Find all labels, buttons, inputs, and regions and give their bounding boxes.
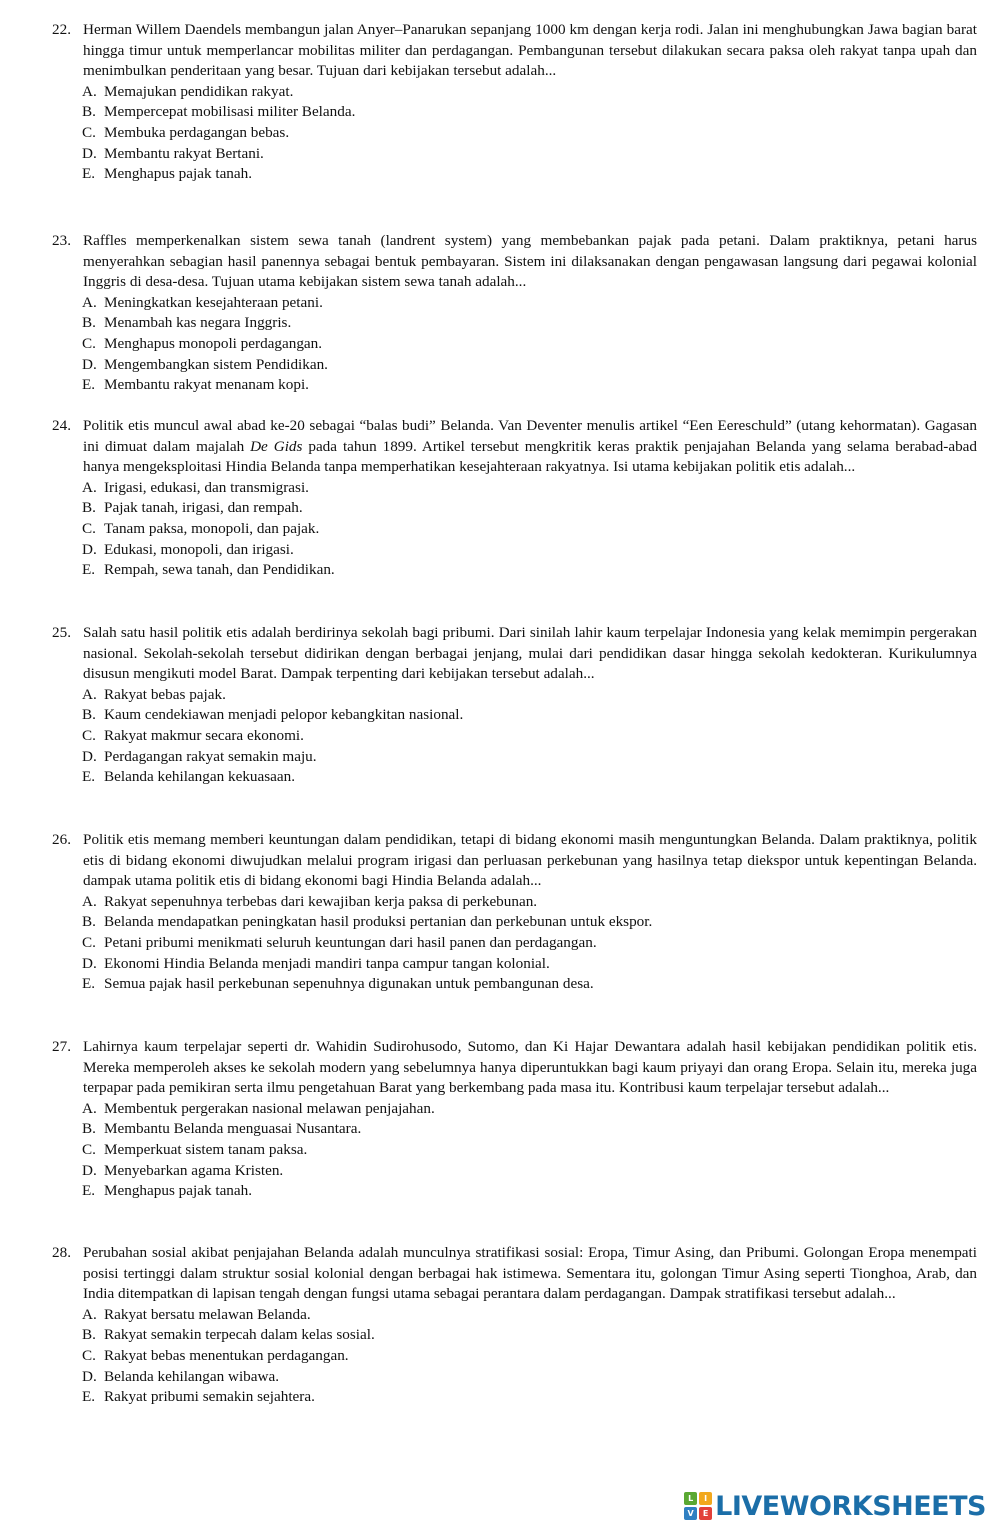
option-letter: B.: [82, 706, 96, 724]
option-d[interactable]: [82, 1367, 977, 1388]
option-b[interactable]: [82, 313, 977, 334]
option-letter: D.: [82, 355, 97, 373]
question-header: [52, 830, 977, 892]
stem-text: Politik etis muncul awal abad ke-20 sebagai “balas budi” Belanda. Van Deventer menulis artikel “Een Eereschuld” (utang kehormatan). Gagasan ini dimuat dalam majalah: [83, 417, 977, 455]
option-e[interactable]: [82, 1181, 977, 1202]
option-b[interactable]: [82, 1119, 977, 1140]
option-text: Ekonomi Hindia Belanda menjadi mandiri tanpa campur tangan kolonial.: [104, 954, 550, 972]
option-c[interactable]: [82, 726, 977, 747]
option-text: Membantu rakyat Bertani.: [104, 144, 264, 162]
option-a[interactable]: [82, 82, 977, 103]
question-header: [52, 20, 977, 82]
question-stem: Salah satu hasil politik etis adalah berdirinya sekolah bagi pribumi. Dari sinilah lahir kaum terpelajar Indonesia yang kelak memimpin pergerakan nasional. Sekolah-sekolah tersebut didirikan dengan berbagai jenjang, mulai dari pendidikan dasar hingga sekolah kedokteran. Kurikulumnya disusun mengikuti model Barat. Dampak terpenting dari kebijakan tersebut adalah...: [83, 624, 977, 683]
question-26: [52, 830, 977, 995]
option-text: Kaum cendekiawan menjadi pelopor kebangkitan nasional.: [104, 706, 464, 724]
question-header: [52, 1243, 977, 1305]
option-letter: E.: [82, 165, 96, 183]
option-text: Membuka perdagangan bebas.: [104, 123, 290, 141]
option-e[interactable]: [82, 974, 977, 995]
answer-options: [52, 892, 977, 995]
logo-tile: E: [699, 1507, 712, 1520]
option-text: Rakyat bersatu melawan Belanda.: [104, 1305, 311, 1323]
option-text: Memperkuat sistem tanam paksa.: [104, 1140, 308, 1158]
option-text: Mengembangkan sistem Pendidikan.: [104, 355, 328, 373]
brand-name: LIVEWORKSHEETS: [715, 1490, 986, 1522]
option-letter: D.: [82, 1367, 97, 1385]
question-24: [52, 416, 977, 581]
option-b[interactable]: [82, 705, 977, 726]
option-text: Tanam paksa, monopoli, dan pajak.: [104, 519, 320, 537]
logo-tile: V: [684, 1507, 697, 1520]
option-text: Membentuk pergerakan nasional melawan penjajahan.: [104, 1099, 435, 1117]
option-letter: A.: [82, 82, 97, 100]
question-stem: Herman Willem Daendels membangun jalan Anyer–Panarukan sepanjang 1000 km dengan kerja rodi. Jalan ini menghubungkan Jawa bagian barat hingga timur untuk memperlancar mobilitas militer dan perdagangan. Pembangunan tersebut dilakukan secara paksa oleh rakyat tanpa upah dan menimbulkan penderitaan yang besar. Tujuan dari kebijakan tersebut adalah...: [83, 21, 977, 80]
option-b[interactable]: [82, 102, 977, 123]
option-b[interactable]: [82, 498, 977, 519]
option-e[interactable]: [82, 375, 977, 396]
option-text: Menghapus monopoli perdagangan.: [104, 334, 323, 352]
option-a[interactable]: [82, 1099, 977, 1120]
question-header: [52, 1037, 977, 1099]
option-text: Irigasi, edukasi, dan transmigrasi.: [104, 478, 309, 496]
option-e[interactable]: [82, 164, 977, 185]
option-letter: B.: [82, 499, 96, 517]
question-28: [52, 1243, 977, 1408]
answer-options: [52, 478, 977, 581]
logo-tile: L: [684, 1492, 697, 1505]
option-letter: A.: [82, 892, 97, 910]
option-text: Menambah kas negara Inggris.: [104, 314, 292, 332]
option-letter: A.: [82, 1305, 97, 1323]
question-stem: Perubahan sosial akibat penjajahan Belanda adalah munculnya stratifikasi sosial: Eropa, Timur Asing, dan Pribumi. Golongan Eropa menempati posisi tertinggi dalam struktur sosial kolonial dengan berbagai hak istimewa. Sementara itu, golongan Timur Asing seperti Tionghoa, Arab, dan India ditempatkan di lapisan tengah dengan fungsi utama sebagai perantara dalam perdagangan. Dampak stratifikasi tersebut adalah...: [83, 1244, 977, 1303]
option-text: Belanda kehilangan kekuasaan.: [104, 768, 296, 786]
option-letter: E.: [82, 768, 96, 786]
option-text: Belanda kehilangan wibawa.: [104, 1367, 280, 1385]
option-letter: B.: [82, 1120, 96, 1138]
question-27: [52, 1037, 977, 1202]
question-number: 24.: [52, 417, 71, 434]
question-header: [52, 416, 977, 478]
answer-options: [52, 293, 977, 396]
option-a[interactable]: [82, 478, 977, 499]
option-letter: B.: [82, 314, 96, 332]
option-a[interactable]: [82, 1305, 977, 1326]
option-a[interactable]: [82, 892, 977, 913]
question-number: 25.: [52, 624, 71, 641]
option-text: Menghapus pajak tanah.: [104, 165, 253, 183]
option-text: Meningkatkan kesejahteraan petani.: [104, 293, 323, 311]
question-header: [52, 231, 977, 293]
question-number: 26.: [52, 831, 71, 848]
question-stem: Raffles memperkenalkan sistem sewa tanah (landrent system) yang membebankan pajak pada petani. Dalam praktiknya, petani harus menyerahkan sebagian hasil panennya sebagai bentuk pembayaran. Sistem ini dilaksanakan dengan pengawasan langsung dari pegawai kolonial Inggris di desa-desa. Tujuan utama kebijakan sistem sewa tanah adalah...: [83, 232, 977, 291]
answer-options: [52, 1099, 977, 1202]
question-stem: [83, 416, 977, 478]
option-letter: C.: [82, 933, 96, 951]
option-letter: E.: [82, 1388, 96, 1406]
option-letter: B.: [82, 103, 96, 121]
option-text: Menyebarkan agama Kristen.: [104, 1161, 284, 1179]
option-c[interactable]: [82, 334, 977, 355]
liveworksheets-logo-icon: [684, 1492, 712, 1520]
option-letter: D.: [82, 1161, 97, 1179]
option-text: Membantu Belanda menguasai Nusantara.: [104, 1120, 362, 1138]
option-text: Perdagangan rakyat semakin maju.: [104, 747, 317, 765]
option-letter: C.: [82, 519, 96, 537]
option-c[interactable]: [82, 933, 977, 954]
option-letter: A.: [82, 293, 97, 311]
option-letter: D.: [82, 540, 97, 558]
option-letter: D.: [82, 954, 97, 972]
option-text: Rakyat pribumi semakin sejahtera.: [104, 1388, 315, 1406]
option-letter: C.: [82, 334, 96, 352]
answer-options: [52, 685, 977, 788]
question-number: 22.: [52, 21, 71, 38]
option-letter: B.: [82, 913, 96, 931]
question-25: [52, 623, 977, 788]
option-letter: A.: [82, 1099, 97, 1117]
option-b[interactable]: [82, 1325, 977, 1346]
option-c[interactable]: [82, 123, 977, 144]
option-e[interactable]: [82, 560, 977, 581]
option-d[interactable]: [82, 540, 977, 561]
option-letter: E.: [82, 561, 96, 579]
option-text: Edukasi, monopoli, dan irigasi.: [104, 540, 294, 558]
answer-options: [52, 82, 977, 185]
option-d[interactable]: [82, 954, 977, 975]
option-text: Rakyat bebas pajak.: [104, 685, 226, 703]
option-a[interactable]: [82, 293, 977, 314]
question-number: 23.: [52, 232, 71, 249]
option-text: Petani pribumi menikmati seluruh keuntungan dari hasil panen dan perdagangan.: [104, 933, 597, 951]
option-c[interactable]: [82, 1346, 977, 1367]
answer-options: [52, 1305, 977, 1408]
option-text: Rakyat sepenuhnya terbebas dari kewajiban kerja paksa di perkebunan.: [104, 892, 538, 910]
option-b[interactable]: [82, 912, 977, 933]
option-d[interactable]: [82, 144, 977, 165]
option-letter: D.: [82, 747, 97, 765]
option-text: Rakyat semakin terpecah dalam kelas sosial.: [104, 1326, 375, 1344]
option-c[interactable]: [82, 519, 977, 540]
option-e[interactable]: [82, 767, 977, 788]
option-letter: E.: [82, 975, 96, 993]
option-d[interactable]: [82, 747, 977, 768]
question-stem: Politik etis memang memberi keuntungan dalam pendidikan, tetapi di bidang ekonomi masih menguntungkan Belanda. Dalam praktiknya, politik etis di bidang ekonomi diwujudkan melalui program irigasi dan perluasan perkebunan yang hasilnya tetap diekspor untuk kepentingan Belanda. dampak utama politik etis di bidang ekonomi bagi Hindia Belanda adalah...: [83, 831, 977, 890]
option-letter: C.: [82, 123, 96, 141]
option-text: Rempah, sewa tanah, dan Pendidikan.: [104, 561, 335, 579]
option-d[interactable]: [82, 1161, 977, 1182]
option-text: Semua pajak hasil perkebunan sepenuhnya digunakan untuk pembangunan desa.: [104, 975, 594, 993]
option-text: Rakyat bebas menentukan perdagangan.: [104, 1346, 349, 1364]
magazine-title: De Gids: [250, 437, 303, 455]
option-letter: A.: [82, 685, 97, 703]
option-a[interactable]: [82, 685, 977, 706]
logo-tile: I: [699, 1492, 712, 1505]
option-letter: E.: [82, 376, 96, 394]
option-e[interactable]: [82, 1387, 977, 1408]
option-d[interactable]: [82, 355, 977, 376]
option-c[interactable]: [82, 1140, 977, 1161]
stem-text: pada tahun 1899. Artikel tersebut mengkritik keras praktik penjajahan Belanda yang selama berabad-abad hanya mengeksploitasi Hindia Belanda tanpa memperhatikan kesejahteraan rakyatnya. Isi utama kebijakan politik etis adalah...: [83, 437, 977, 476]
option-letter: B.: [82, 1326, 96, 1344]
option-letter: C.: [82, 726, 96, 744]
option-letter: A.: [82, 478, 97, 496]
option-text: Memajukan pendidikan rakyat.: [104, 82, 294, 100]
question-stem: Lahirnya kaum terpelajar seperti dr. Wahidin Sudirohusodo, Sutomo, dan Ki Hajar Dewantara adalah hasil kebijakan pendidikan politik etis. Mereka memperoleh akses ke sekolah modern yang sebelumnya hanya diperuntukkan bagi kaum priyayi dan orang Eropa. Selain itu, mereka juga terpapar pada pemikiran serta ilmu pengetahuan Barat yang berkembang pada masa itu. Kontribusi kaum terpelajar tersebut adalah...: [83, 1038, 977, 1097]
option-letter: D.: [82, 144, 97, 162]
option-letter: C.: [82, 1346, 96, 1364]
option-text: Belanda mendapatkan peningkatan hasil produksi pertanian dan perkebunan untuk ekspor.: [104, 913, 653, 931]
liveworksheets-logo[interactable]: [684, 1489, 986, 1523]
option-text: Menghapus pajak tanah.: [104, 1182, 253, 1200]
question-number: 27.: [52, 1038, 71, 1055]
question-header: [52, 623, 977, 685]
question-number: 28.: [52, 1244, 71, 1261]
question-23: [52, 231, 977, 396]
option-letter: E.: [82, 1182, 96, 1200]
option-text: Rakyat makmur secara ekonomi.: [104, 726, 304, 744]
question-22: [52, 20, 977, 185]
option-text: Mempercepat mobilisasi militer Belanda.: [104, 103, 356, 121]
option-text: Membantu rakyat menanam kopi.: [104, 376, 309, 394]
option-text: Pajak tanah, irigasi, dan rempah.: [104, 499, 303, 517]
option-letter: C.: [82, 1140, 96, 1158]
